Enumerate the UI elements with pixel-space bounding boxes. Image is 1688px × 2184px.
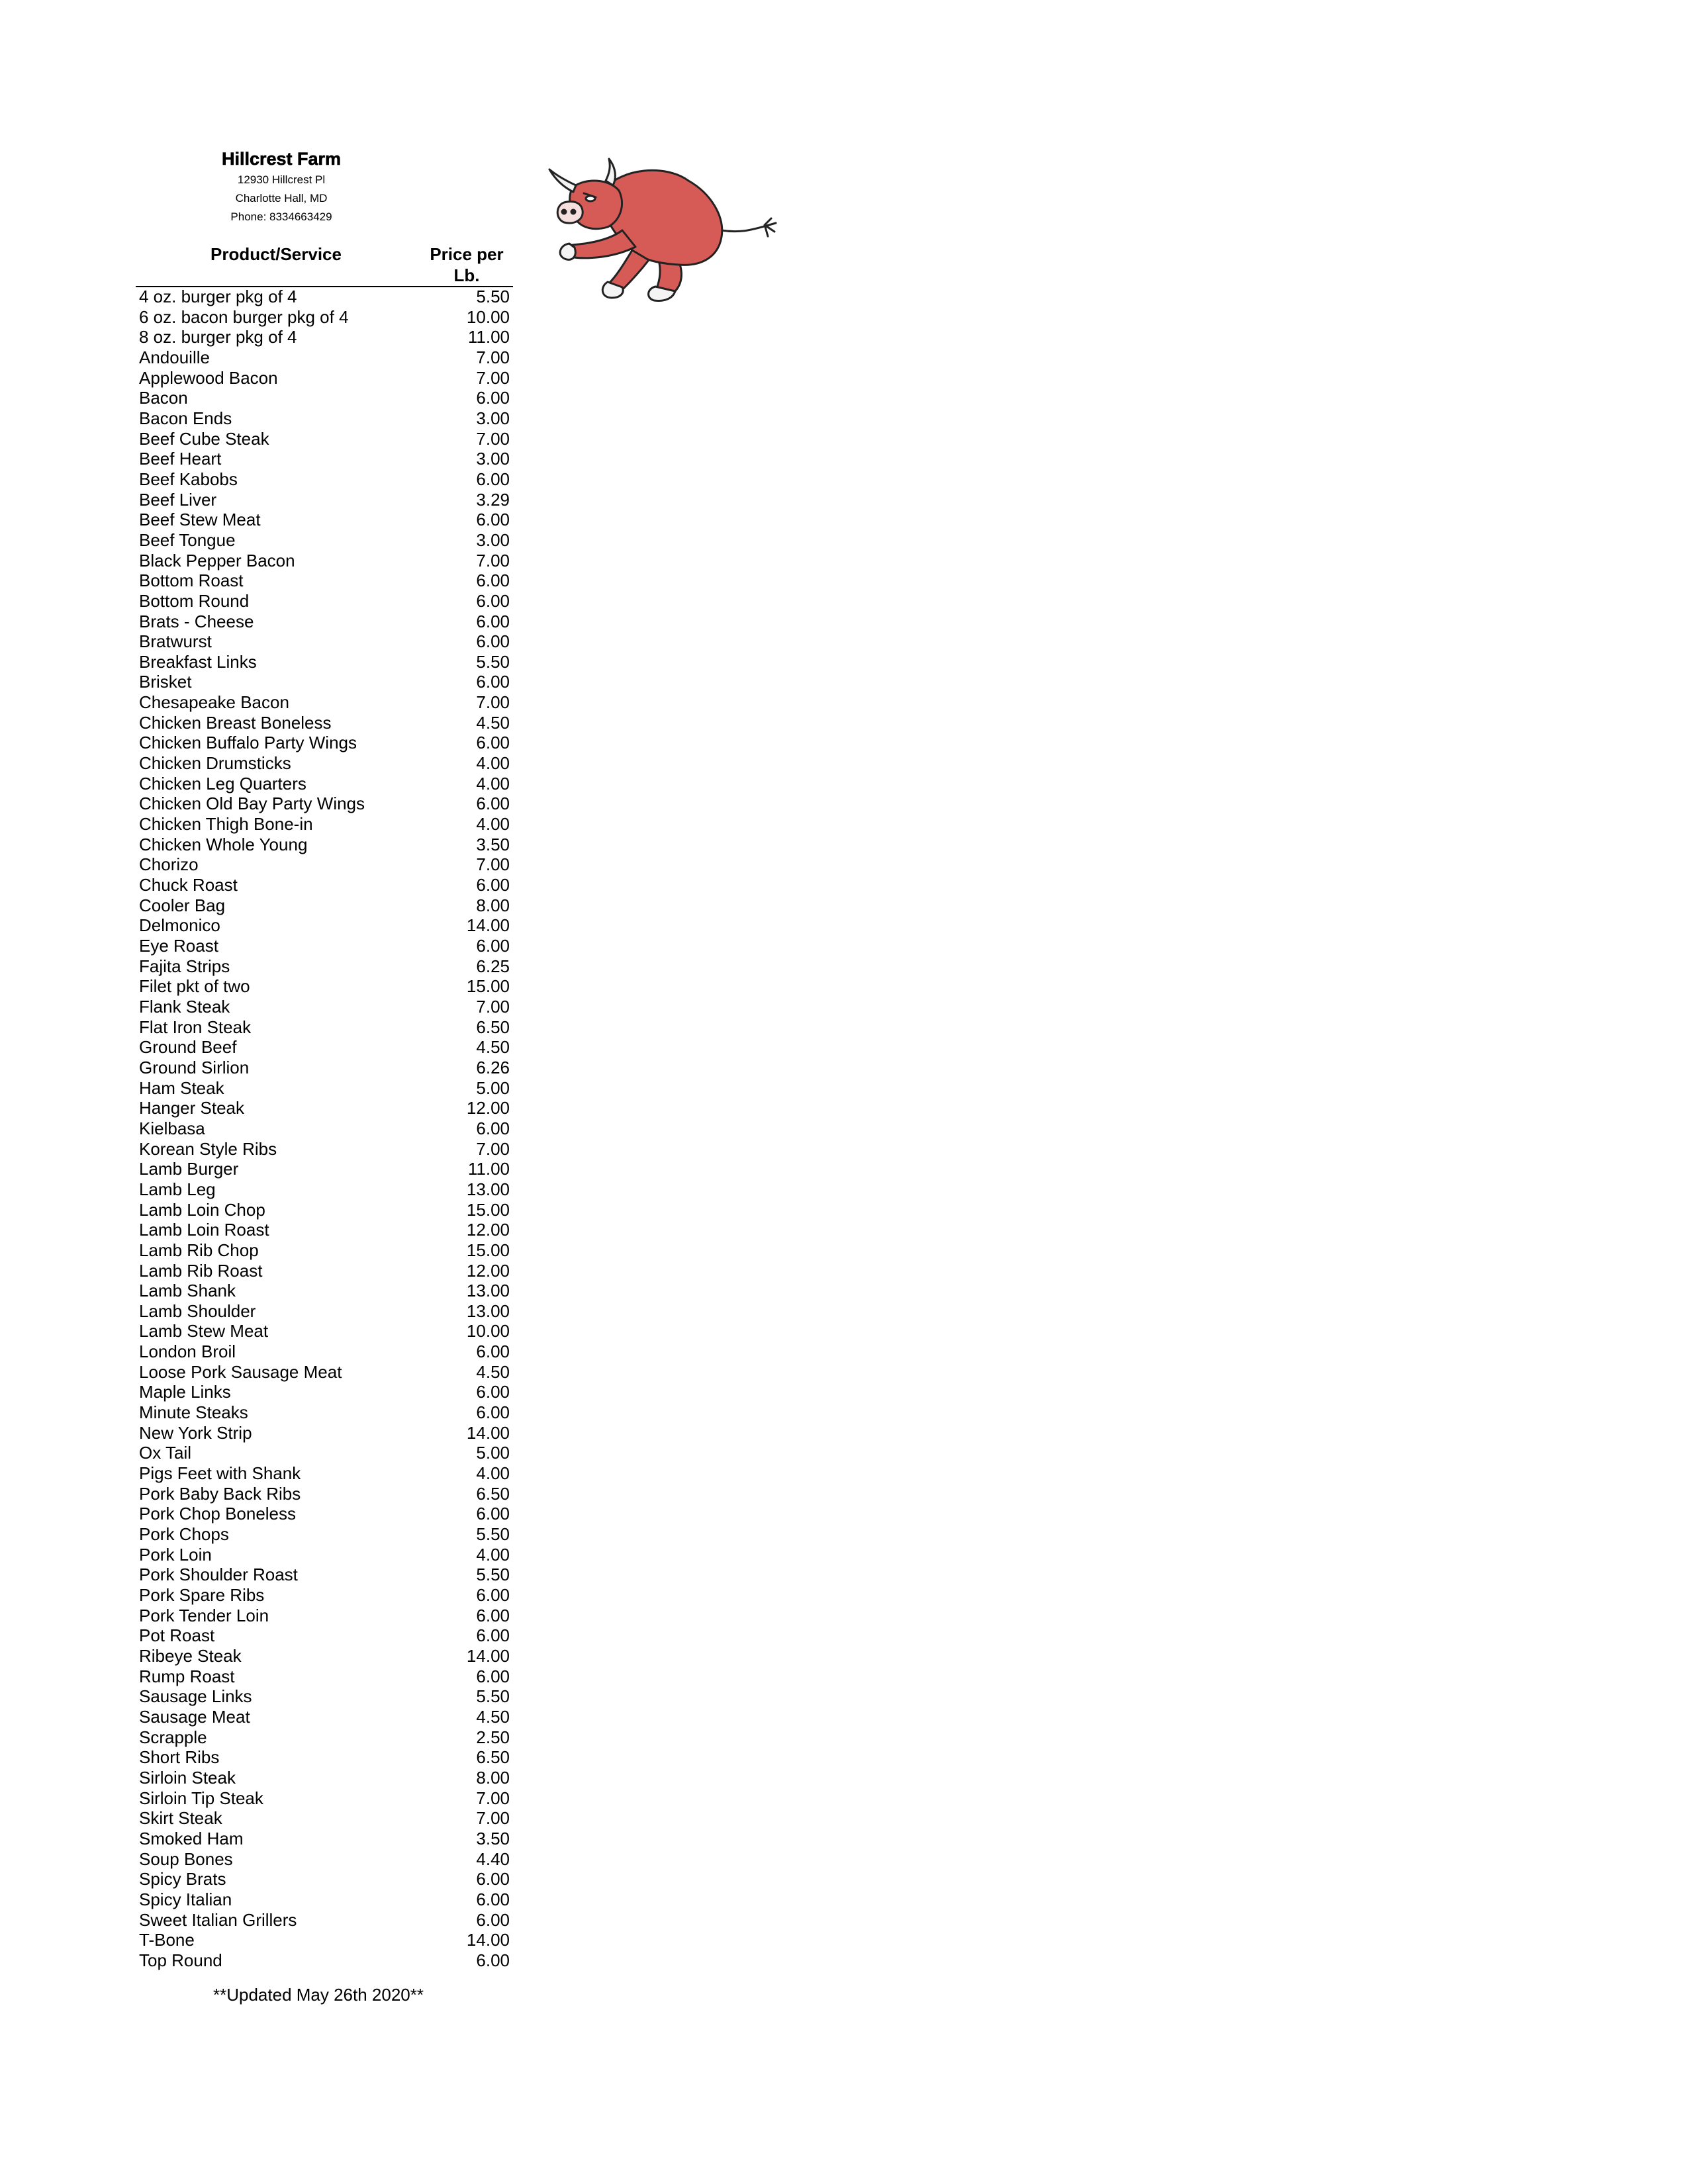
product-price: 6.00 <box>476 794 510 814</box>
table-row <box>139 1707 510 1727</box>
product-price: 14.00 <box>466 1645 510 1666</box>
price-list <box>139 287 510 1970</box>
table-row <box>139 1402 510 1423</box>
product-price: 7.00 <box>476 1138 510 1159</box>
column-header-product: Product/Service <box>211 244 342 264</box>
product-price: 8.00 <box>476 895 510 915</box>
product-price: 6.00 <box>476 1585 510 1605</box>
product-name: Lamb Shoulder <box>139 1300 256 1321</box>
product-name: Chicken Old Bay Party Wings <box>139 794 365 814</box>
product-price: 6.00 <box>476 936 510 956</box>
product-price: 7.00 <box>476 854 510 875</box>
table-row <box>139 1930 510 1950</box>
product-name: Sausage Meat <box>139 1706 250 1727</box>
column-header-price <box>424 244 510 286</box>
column-header-price-line1: Price per <box>430 244 504 264</box>
product-price: 6.00 <box>476 510 510 530</box>
table-row <box>139 854 510 875</box>
table-row <box>139 1910 510 1931</box>
product-price: 5.00 <box>476 1443 510 1463</box>
product-name: Korean Style Ribs <box>139 1138 277 1159</box>
product-name: Ground Sirlion <box>139 1057 250 1077</box>
product-name: Eye Roast <box>139 936 218 956</box>
table-row <box>139 591 510 612</box>
product-name: Flat Iron Steak <box>139 1017 252 1037</box>
product-name: Lamb Loin Roast <box>139 1220 269 1240</box>
product-name: Beef Stew Meat <box>139 510 261 530</box>
product-name: Filet pkt of two <box>139 976 250 997</box>
product-name: Beef Tongue <box>139 529 236 550</box>
product-price: 2.50 <box>476 1727 510 1747</box>
table-row <box>139 388 510 408</box>
table-row <box>139 631 510 652</box>
product-price: 6.00 <box>476 1909 510 1930</box>
product-name: Pork Spare Ribs <box>139 1585 265 1605</box>
table-row <box>139 1159 510 1179</box>
table-row <box>139 1666 510 1687</box>
table-row <box>139 1646 510 1666</box>
table-row <box>139 1747 510 1768</box>
product-price: 7.00 <box>476 1788 510 1808</box>
product-price: 6.00 <box>476 1504 510 1524</box>
table-row <box>139 1261 510 1281</box>
product-price: 7.00 <box>476 550 510 570</box>
address-line-2: Charlotte Hall, MD <box>235 192 328 205</box>
product-price: 6.00 <box>476 1605 510 1625</box>
table-row <box>139 814 510 835</box>
product-price: 6.00 <box>476 469 510 489</box>
product-name: Ham Steak <box>139 1077 224 1098</box>
product-price: 4.50 <box>476 712 510 733</box>
product-name: Lamb Leg <box>139 1179 216 1199</box>
table-row <box>139 1686 510 1707</box>
product-name: Pork Tender Loin <box>139 1605 269 1625</box>
product-name: New York Strip <box>139 1422 252 1443</box>
product-name: Chicken Drumsticks <box>139 753 291 774</box>
product-name: Lamb Loin Chop <box>139 1199 265 1220</box>
table-row <box>139 1321 510 1342</box>
product-name: Pork Shoulder Roast <box>139 1565 298 1585</box>
table-row <box>139 510 510 530</box>
product-price: 6.50 <box>476 1017 510 1037</box>
product-price: 6.00 <box>476 1950 510 1970</box>
table-row <box>139 368 510 388</box>
table-row <box>139 774 510 794</box>
product-price: 6.00 <box>476 1869 510 1889</box>
product-name: Ground Beef <box>139 1037 237 1058</box>
product-name: 8 oz. burger pkg of 4 <box>139 327 297 347</box>
table-row <box>139 1950 510 1971</box>
table-row <box>139 612 510 632</box>
table-row <box>139 408 510 429</box>
table-row <box>139 449 510 469</box>
product-name: Pigs Feet with Shank <box>139 1463 301 1484</box>
product-price: 13.00 <box>466 1281 510 1301</box>
product-price: 3.50 <box>476 1828 510 1848</box>
table-row <box>139 672 510 692</box>
product-price: 6.25 <box>476 956 510 976</box>
product-name: Lamb Shank <box>139 1281 236 1301</box>
table-row <box>139 753 510 774</box>
table-row <box>139 1889 510 1910</box>
table-row <box>139 1606 510 1626</box>
product-price: 6.26 <box>476 1057 510 1077</box>
product-name: Breakfast Links <box>139 651 257 672</box>
product-name: Ox Tail <box>139 1443 191 1463</box>
product-price: 7.00 <box>476 347 510 367</box>
product-price: 12.00 <box>466 1260 510 1281</box>
product-name: Brats - Cheese <box>139 611 254 631</box>
product-price: 6.50 <box>476 1747 510 1768</box>
product-price: 7.00 <box>476 1808 510 1829</box>
product-price: 4.00 <box>476 1544 510 1565</box>
product-price: 10.00 <box>466 306 510 327</box>
product-name: T-Bone <box>139 1930 195 1950</box>
table-row <box>139 429 510 449</box>
farm-header <box>132 147 430 226</box>
table-row <box>139 1625 510 1646</box>
product-price: 6.00 <box>476 1889 510 1909</box>
table-row <box>139 1443 510 1463</box>
product-price: 3.00 <box>476 408 510 428</box>
product-price: 6.00 <box>476 1118 510 1138</box>
product-name: Delmonico <box>139 915 220 936</box>
table-row <box>139 347 510 368</box>
table-row <box>139 1423 510 1443</box>
product-name: Ribeye Steak <box>139 1645 242 1666</box>
product-name: Bratwurst <box>139 631 212 652</box>
table-row <box>139 1849 510 1870</box>
product-name: Bottom Roast <box>139 570 244 591</box>
table-row <box>139 307 510 328</box>
table-row <box>139 733 510 753</box>
table-row <box>139 469 510 490</box>
table-row <box>139 794 510 814</box>
product-price: 14.00 <box>466 1422 510 1443</box>
product-price: 15.00 <box>466 976 510 997</box>
product-price: 6.00 <box>476 590 510 611</box>
table-row <box>139 1342 510 1362</box>
table-row <box>139 1037 510 1058</box>
table-row <box>139 1078 510 1099</box>
table-row <box>139 1017 510 1038</box>
table-row <box>139 551 510 571</box>
product-name: Black Pepper Bacon <box>139 550 295 570</box>
table-row <box>139 1200 510 1220</box>
product-price: 10.00 <box>466 1321 510 1342</box>
table-row <box>139 1301 510 1322</box>
product-name: Maple Links <box>139 1382 231 1402</box>
product-price: 6.00 <box>476 733 510 753</box>
product-price: 4.00 <box>476 753 510 774</box>
product-price: 7.00 <box>476 692 510 713</box>
product-price: 3.00 <box>476 529 510 550</box>
table-row <box>139 1504 510 1524</box>
product-price: 4.00 <box>476 814 510 835</box>
product-name: London Broil <box>139 1342 236 1362</box>
product-price: 14.00 <box>466 915 510 936</box>
product-price: 5.50 <box>476 651 510 672</box>
product-name: Brisket <box>139 672 192 692</box>
product-name: Chicken Thigh Bone-in <box>139 814 313 835</box>
product-name: Lamb Burger <box>139 1159 239 1179</box>
product-price: 6.00 <box>476 1625 510 1646</box>
product-name: Pork Loin <box>139 1544 212 1565</box>
table-row <box>139 1808 510 1829</box>
product-name: Applewood Bacon <box>139 367 278 388</box>
table-row <box>139 997 510 1017</box>
product-name: Minute Steaks <box>139 1402 248 1423</box>
product-price: 4.00 <box>476 773 510 794</box>
product-name: Rump Roast <box>139 1666 235 1686</box>
product-name: Chicken Breast Boneless <box>139 712 332 733</box>
product-name: Spicy Italian <box>139 1889 232 1909</box>
product-name: Andouille <box>139 347 210 367</box>
product-name: Bottom Round <box>139 590 250 611</box>
table-row <box>139 287 510 307</box>
product-name: Beef Kabobs <box>139 469 238 489</box>
product-name: Lamb Rib Chop <box>139 1240 259 1260</box>
product-price: 3.50 <box>476 834 510 854</box>
product-price: 8.00 <box>476 1767 510 1788</box>
farm-name: Hillcrest Farm <box>221 149 342 169</box>
product-price: 11.00 <box>467 1159 510 1179</box>
product-name: Lamb Rib Roast <box>139 1260 263 1281</box>
product-price: 5.50 <box>476 287 510 306</box>
table-row <box>139 652 510 672</box>
table-row <box>139 1484 510 1504</box>
product-price: 4.00 <box>476 1463 510 1484</box>
product-price: 7.00 <box>476 367 510 388</box>
table-row <box>139 1058 510 1078</box>
product-price: 6.00 <box>476 1402 510 1423</box>
product-name: Fajita Strips <box>139 956 230 976</box>
product-price: 15.00 <box>466 1240 510 1260</box>
bull-mascot-icon <box>523 151 788 310</box>
table-row <box>139 1179 510 1200</box>
product-name: Chorizo <box>139 854 199 875</box>
product-name: Sweet Italian Grillers <box>139 1909 297 1930</box>
product-price: 3.00 <box>476 449 510 469</box>
product-name: Skirt Steak <box>139 1808 222 1829</box>
table-row <box>139 1829 510 1849</box>
product-price: 15.00 <box>466 1199 510 1220</box>
table-row <box>139 1362 510 1383</box>
product-name: Loose Pork Sausage Meat <box>139 1361 342 1382</box>
product-price: 5.50 <box>476 1565 510 1585</box>
table-row <box>139 490 510 510</box>
product-price: 6.00 <box>476 1382 510 1402</box>
table-row <box>139 713 510 733</box>
address-line-1: 12930 Hillcrest Pl <box>237 173 326 186</box>
table-row <box>139 530 510 551</box>
product-price: 6.00 <box>476 570 510 591</box>
product-name: Pork Baby Back Ribs <box>139 1483 301 1504</box>
table-row <box>139 936 510 956</box>
updated-note: **Updated May 26th 2020** <box>213 1985 424 2005</box>
table-row <box>139 1382 510 1402</box>
product-name: Chicken Leg Quarters <box>139 773 306 794</box>
product-name: Cooler Bag <box>139 895 226 915</box>
table-row <box>139 327 510 347</box>
product-price: 13.00 <box>466 1300 510 1321</box>
product-name: Sirloin Steak <box>139 1767 236 1788</box>
product-price: 6.00 <box>476 388 510 408</box>
table-row <box>139 1788 510 1809</box>
table-row <box>139 1727 510 1748</box>
product-name: Flank Steak <box>139 996 230 1017</box>
product-name: Chicken Whole Young <box>139 834 308 854</box>
product-price: 5.00 <box>476 1077 510 1098</box>
table-row <box>139 1524 510 1545</box>
product-price: 6.00 <box>476 1666 510 1686</box>
product-price: 11.00 <box>467 327 510 347</box>
product-name: 6 oz. bacon burger pkg of 4 <box>139 306 349 327</box>
product-price: 14.00 <box>466 1930 510 1950</box>
product-name: Chicken Buffalo Party Wings <box>139 733 357 753</box>
product-name: Sausage Links <box>139 1686 252 1707</box>
table-row <box>139 1118 510 1139</box>
product-price: 6.50 <box>476 1483 510 1504</box>
product-name: Scrapple <box>139 1727 207 1747</box>
product-name: Beef Cube Steak <box>139 428 269 449</box>
table-row <box>139 915 510 936</box>
table-row <box>139 1869 510 1889</box>
product-name: Beef Heart <box>139 449 222 469</box>
product-name: Pork Chops <box>139 1524 229 1545</box>
table-row <box>139 976 510 997</box>
product-name: Lamb Stew Meat <box>139 1321 269 1342</box>
table-row <box>139 1545 510 1565</box>
product-name: 4 oz. burger pkg of 4 <box>139 287 297 306</box>
table-row <box>139 1768 510 1788</box>
table-row <box>139 895 510 916</box>
table-row <box>139 1139 510 1160</box>
product-price: 6.00 <box>476 631 510 652</box>
product-price: 13.00 <box>466 1179 510 1199</box>
product-name: Smoked Ham <box>139 1828 244 1848</box>
product-name: Chesapeake Bacon <box>139 692 289 713</box>
product-name: Pot Roast <box>139 1625 215 1646</box>
column-header-price-line2: Lb. <box>453 265 480 285</box>
product-name: Pork Chop Boneless <box>139 1504 297 1524</box>
product-name: Hanger Steak <box>139 1098 244 1118</box>
table-row <box>139 956 510 977</box>
product-price: 12.00 <box>466 1098 510 1118</box>
product-price: 5.50 <box>476 1524 510 1545</box>
table-row <box>139 1098 510 1118</box>
product-name: Spicy Brats <box>139 1869 226 1889</box>
product-name: Sirloin Tip Steak <box>139 1788 263 1808</box>
product-name: Bacon Ends <box>139 408 232 428</box>
product-price: 4.40 <box>476 1848 510 1869</box>
table-row <box>139 1565 510 1585</box>
table-row <box>139 1585 510 1606</box>
product-name: Beef Liver <box>139 489 217 510</box>
product-price: 6.00 <box>476 672 510 692</box>
product-name: Chuck Roast <box>139 875 238 895</box>
table-row <box>139 692 510 713</box>
product-price: 7.00 <box>476 996 510 1017</box>
product-price: 12.00 <box>466 1220 510 1240</box>
product-price: 4.50 <box>476 1037 510 1058</box>
table-row <box>139 570 510 591</box>
product-name: Kielbasa <box>139 1118 205 1138</box>
product-price: 3.29 <box>476 489 510 510</box>
product-name: Soup Bones <box>139 1848 233 1869</box>
table-row <box>139 1281 510 1301</box>
product-price: 6.00 <box>476 611 510 631</box>
product-price: 6.00 <box>476 1342 510 1362</box>
product-price: 4.50 <box>476 1361 510 1382</box>
product-name: Short Ribs <box>139 1747 220 1768</box>
product-price: 6.00 <box>476 875 510 895</box>
product-name: Bacon <box>139 388 188 408</box>
table-row <box>139 875 510 895</box>
phone-number: Phone: 8334663429 <box>230 210 332 223</box>
table-row <box>139 835 510 855</box>
product-price: 5.50 <box>476 1686 510 1707</box>
product-price: 7.00 <box>476 428 510 449</box>
product-name: Top Round <box>139 1950 222 1970</box>
table-row <box>139 1240 510 1261</box>
product-price: 4.50 <box>476 1706 510 1727</box>
table-row <box>139 1220 510 1240</box>
table-row <box>139 1463 510 1484</box>
